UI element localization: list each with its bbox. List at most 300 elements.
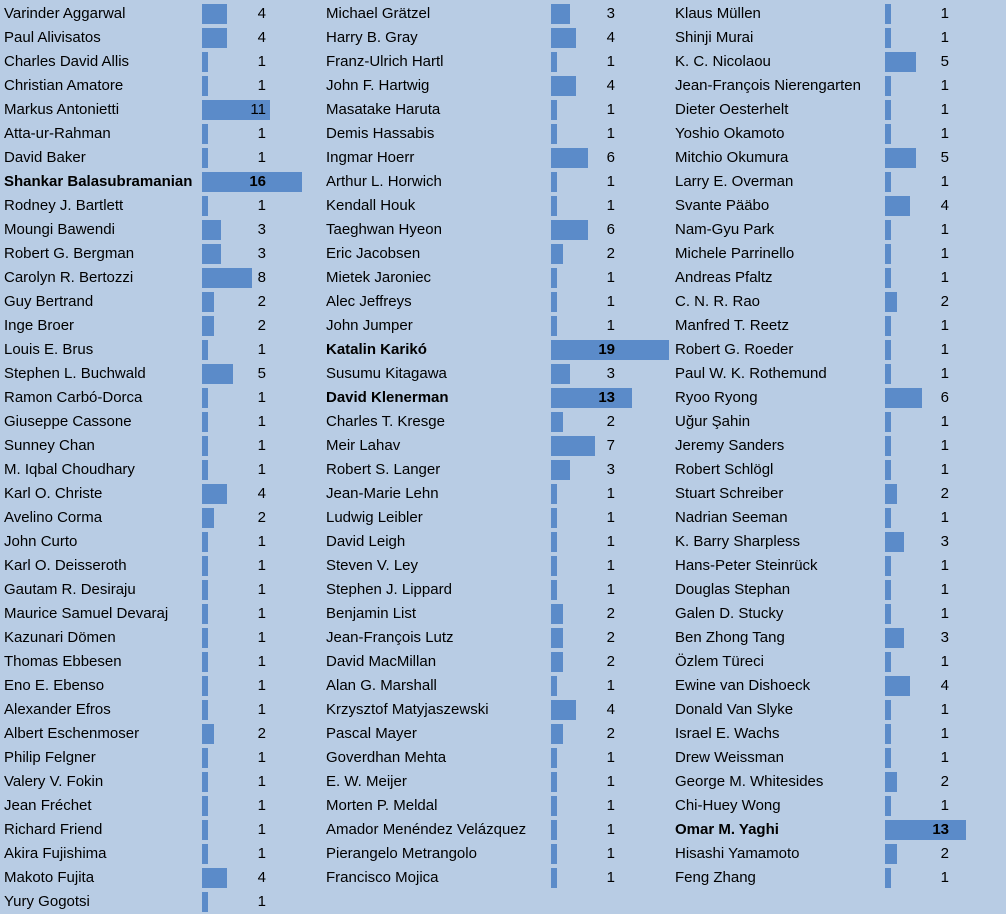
value-label: 1 xyxy=(606,773,615,790)
data-bar xyxy=(202,844,208,864)
value-label: 4 xyxy=(257,29,266,46)
row-label: Ben Zhong Tang xyxy=(675,629,785,646)
row-label: Guy Bertrand xyxy=(4,293,94,310)
data-bar xyxy=(202,4,227,24)
value-label: 2 xyxy=(940,293,949,310)
row-label: Omar M. Yaghi xyxy=(675,821,779,838)
data-bar xyxy=(551,508,557,528)
data-bar xyxy=(202,748,208,768)
value-label: 1 xyxy=(606,845,615,862)
value-label: 4 xyxy=(606,77,615,94)
value-label: 3 xyxy=(257,221,266,238)
data-bar xyxy=(202,628,208,648)
row-label: Hans-Peter Steinrück xyxy=(675,557,818,574)
value-label: 1 xyxy=(940,173,949,190)
value-label: 1 xyxy=(257,749,266,766)
value-label: 4 xyxy=(606,701,615,718)
row-label: Hisashi Yamamoto xyxy=(675,845,800,862)
value-label: 1 xyxy=(257,677,266,694)
row-label: Dieter Oesterhelt xyxy=(675,101,789,118)
value-label: 1 xyxy=(257,413,266,430)
row-label: Katalin Karikó xyxy=(326,341,427,358)
data-bar xyxy=(202,52,208,72)
row-label: Nam-Gyu Park xyxy=(675,221,775,238)
data-bar xyxy=(202,412,208,432)
row-label: Kazunari Dömen xyxy=(4,629,116,646)
value-label: 1 xyxy=(940,797,949,814)
row-label: Arthur L. Horwich xyxy=(326,173,442,190)
data-bar xyxy=(551,292,557,312)
row-label: Carolyn R. Bertozzi xyxy=(4,269,134,286)
value-label: 2 xyxy=(606,653,615,670)
row-label: Meir Lahav xyxy=(326,437,401,454)
value-label: 6 xyxy=(606,149,615,166)
row-label: Ludwig Leibler xyxy=(326,509,423,526)
data-bar xyxy=(885,412,891,432)
value-label: 1 xyxy=(257,581,266,598)
value-label: 1 xyxy=(940,221,949,238)
data-bar xyxy=(551,652,563,672)
data-bar xyxy=(885,100,891,120)
value-label: 1 xyxy=(257,605,266,622)
row-label: Chi-Huey Wong xyxy=(675,797,781,814)
value-label: 2 xyxy=(257,509,266,526)
row-label: Robert G. Roeder xyxy=(675,341,794,358)
data-bar xyxy=(885,580,891,600)
row-label: Alexander Efros xyxy=(4,701,111,718)
value-label: 1 xyxy=(606,557,615,574)
row-label: David MacMillan xyxy=(326,653,437,670)
row-label: Paul W. K. Rothemund xyxy=(675,365,827,382)
row-label: Pascal Mayer xyxy=(326,725,417,742)
value-label: 1 xyxy=(257,557,266,574)
value-label: 1 xyxy=(606,101,615,118)
data-bar xyxy=(551,556,557,576)
value-label: 1 xyxy=(940,5,949,22)
value-label: 4 xyxy=(257,485,266,502)
value-label: 2 xyxy=(606,245,615,262)
row-label: Mitchio Okumura xyxy=(675,149,789,166)
value-label: 1 xyxy=(257,797,266,814)
row-label: Larry E. Overman xyxy=(675,173,794,190)
row-label: Stephen L. Buchwald xyxy=(4,365,146,382)
data-bar xyxy=(551,772,557,792)
data-bar xyxy=(202,556,208,576)
row-label: Avelino Corma xyxy=(4,509,103,526)
data-bar xyxy=(551,460,570,480)
row-label: Goverdhan Mehta xyxy=(326,749,447,766)
row-label: Eno E. Ebenso xyxy=(4,677,105,694)
value-label: 5 xyxy=(940,53,949,70)
row-label: Robert G. Bergman xyxy=(4,245,135,262)
data-bar xyxy=(202,892,208,912)
value-label: 1 xyxy=(940,317,949,334)
value-label: 1 xyxy=(606,677,615,694)
row-label: Valery V. Fokin xyxy=(4,773,104,790)
value-label: 1 xyxy=(940,749,949,766)
row-label: Richard Friend xyxy=(4,821,103,838)
row-label: Yoshio Okamoto xyxy=(675,125,785,142)
row-label: Susumu Kitagawa xyxy=(326,365,447,382)
data-bar xyxy=(551,844,557,864)
data-bar xyxy=(885,868,891,888)
data-bar xyxy=(202,580,208,600)
row-label: Douglas Stephan xyxy=(675,581,791,598)
data-bar xyxy=(885,4,891,24)
value-label: 1 xyxy=(940,341,949,358)
value-label: 2 xyxy=(606,725,615,742)
value-label: 3 xyxy=(940,629,949,646)
value-label: 1 xyxy=(606,821,615,838)
row-label: Klaus Müllen xyxy=(675,5,761,22)
data-bar xyxy=(551,700,576,720)
data-bar xyxy=(202,700,208,720)
value-label: 6 xyxy=(606,221,615,238)
data-bar xyxy=(885,244,891,264)
value-label: 1 xyxy=(940,125,949,142)
data-bar xyxy=(551,628,563,648)
data-bar xyxy=(885,748,891,768)
data-bar xyxy=(885,316,891,336)
row-label: Albert Eschenmoser xyxy=(4,725,140,742)
value-label: 1 xyxy=(606,269,615,286)
value-label: 1 xyxy=(940,77,949,94)
value-label: 1 xyxy=(257,629,266,646)
row-label: Drew Weissman xyxy=(675,749,784,766)
row-label: Masatake Haruta xyxy=(326,101,441,118)
row-label: Rodney J. Bartlett xyxy=(4,197,124,214)
value-label: 1 xyxy=(606,197,615,214)
data-bar xyxy=(551,796,557,816)
row-label: Özlem Türeci xyxy=(675,653,764,670)
data-bar xyxy=(885,364,891,384)
data-bar xyxy=(885,604,891,624)
value-label: 1 xyxy=(940,365,949,382)
row-label: Charles T. Kresge xyxy=(326,413,445,430)
value-label: 1 xyxy=(606,173,615,190)
value-label: 1 xyxy=(940,101,949,118)
row-label: John Curto xyxy=(4,533,78,550)
data-bar xyxy=(885,628,904,648)
data-bar xyxy=(202,796,208,816)
data-bar xyxy=(202,532,208,552)
value-label: 2 xyxy=(257,725,266,742)
data-bar xyxy=(885,172,891,192)
value-label: 2 xyxy=(257,293,266,310)
row-label: Demis Hassabis xyxy=(326,125,435,142)
data-bar xyxy=(202,508,214,528)
data-bar xyxy=(885,700,891,720)
value-label: 19 xyxy=(598,341,615,358)
row-label: K. Barry Sharpless xyxy=(675,533,801,550)
row-label: Moungi Bawendi xyxy=(4,221,115,238)
value-label: 4 xyxy=(257,5,266,22)
value-label: 2 xyxy=(257,317,266,334)
value-label: 1 xyxy=(940,437,949,454)
row-label: Robert Schlögl xyxy=(675,461,774,478)
data-bar xyxy=(551,4,570,24)
data-bar xyxy=(885,556,891,576)
row-label: Michele Parrinello xyxy=(675,245,795,262)
value-label: 1 xyxy=(940,461,949,478)
data-bar xyxy=(202,220,221,240)
value-label: 1 xyxy=(606,533,615,550)
data-bar xyxy=(885,220,891,240)
value-label: 13 xyxy=(598,389,615,406)
data-bar xyxy=(202,604,208,624)
data-bar xyxy=(551,316,557,336)
value-label: 3 xyxy=(606,365,615,382)
row-label: Mietek Jaroniec xyxy=(326,269,432,286)
value-label: 1 xyxy=(257,461,266,478)
value-label: 1 xyxy=(606,485,615,502)
row-label: Eric Jacobsen xyxy=(326,245,421,262)
row-label: Amador Menéndez Velázquez xyxy=(326,821,527,838)
data-bar xyxy=(885,532,904,552)
value-label: 1 xyxy=(940,605,949,622)
row-label: Markus Antonietti xyxy=(4,101,120,118)
data-bar xyxy=(885,292,897,312)
data-bar xyxy=(551,724,563,744)
row-label: Louis E. Brus xyxy=(4,341,94,358)
value-label: 1 xyxy=(606,581,615,598)
row-label: David Baker xyxy=(4,149,86,166)
row-label: Taeghwan Hyeon xyxy=(326,221,442,238)
row-label: Israel E. Wachs xyxy=(675,725,780,742)
data-bar xyxy=(202,124,208,144)
row-label: C. N. R. Rao xyxy=(675,293,761,310)
value-label: 2 xyxy=(940,773,949,790)
value-label: 1 xyxy=(606,797,615,814)
row-label: Yury Gogotsi xyxy=(4,893,90,910)
row-label: Svante Pääbo xyxy=(675,197,770,214)
data-bar xyxy=(202,724,214,744)
value-label: 1 xyxy=(606,317,615,334)
data-bar xyxy=(202,772,208,792)
row-label: Stuart Schreiber xyxy=(675,485,784,502)
value-label: 5 xyxy=(940,149,949,166)
value-label: 1 xyxy=(940,653,949,670)
value-label: 1 xyxy=(257,533,266,550)
value-label: 1 xyxy=(940,269,949,286)
row-label: David Klenerman xyxy=(326,389,449,406)
value-label: 1 xyxy=(257,821,266,838)
row-label: Shinji Murai xyxy=(675,29,754,46)
value-label: 1 xyxy=(257,341,266,358)
data-bar xyxy=(202,292,214,312)
row-label: Alan G. Marshall xyxy=(326,677,437,694)
row-label: Stephen J. Lippard xyxy=(326,581,452,598)
data-bar xyxy=(551,76,576,96)
data-bar xyxy=(202,460,208,480)
data-bar xyxy=(202,316,214,336)
value-label: 6 xyxy=(940,389,949,406)
data-bar xyxy=(551,52,557,72)
data-bar xyxy=(551,28,576,48)
value-label: 8 xyxy=(257,269,266,286)
row-label: John Jumper xyxy=(326,317,413,334)
row-label: John F. Hartwig xyxy=(326,77,430,94)
data-bar xyxy=(551,580,557,600)
row-label: Galen D. Stucky xyxy=(675,605,784,622)
value-label: 1 xyxy=(940,557,949,574)
value-label: 4 xyxy=(940,677,949,694)
value-label: 1 xyxy=(940,245,949,262)
row-label: Atta-ur-Rahman xyxy=(4,125,111,142)
data-bar xyxy=(202,652,208,672)
value-label: 1 xyxy=(257,149,266,166)
value-label: 1 xyxy=(257,773,266,790)
value-label: 11 xyxy=(250,101,266,118)
data-bar xyxy=(551,868,557,888)
data-bar xyxy=(885,724,891,744)
data-bar xyxy=(885,76,891,96)
data-bar xyxy=(551,196,557,216)
row-label: Francisco Mojica xyxy=(326,869,439,886)
row-label: Uğur Şahin xyxy=(675,413,751,430)
data-bar xyxy=(202,820,208,840)
data-bar xyxy=(551,364,570,384)
value-label: 1 xyxy=(257,653,266,670)
row-label: Ramon Carbó-Dorca xyxy=(4,389,143,406)
value-label: 7 xyxy=(606,437,615,454)
data-bar xyxy=(202,340,208,360)
row-label: Karl O. Christe xyxy=(4,485,103,502)
row-label: Harry B. Gray xyxy=(326,29,418,46)
value-label: 4 xyxy=(940,197,949,214)
data-bar xyxy=(202,28,227,48)
row-label: Benjamin List xyxy=(326,605,417,622)
value-label: 2 xyxy=(606,629,615,646)
data-bar xyxy=(885,436,891,456)
value-label: 1 xyxy=(257,389,266,406)
data-bar xyxy=(885,484,897,504)
row-label: Pierangelo Metrangolo xyxy=(326,845,477,862)
row-label: Nadrian Seeman xyxy=(675,509,788,526)
data-bar xyxy=(551,172,557,192)
row-label: Jean-Marie Lehn xyxy=(326,485,439,502)
data-bar xyxy=(885,796,891,816)
data-bar xyxy=(885,508,891,528)
value-label: 1 xyxy=(257,845,266,862)
value-label: 3 xyxy=(606,461,615,478)
value-label: 1 xyxy=(257,125,266,142)
data-bar xyxy=(551,820,557,840)
data-bar xyxy=(551,604,563,624)
data-bar xyxy=(551,268,557,288)
value-label: 1 xyxy=(940,869,949,886)
data-bar xyxy=(885,676,910,696)
data-bar xyxy=(202,148,208,168)
value-label: 1 xyxy=(606,749,615,766)
row-label: Charles David Allis xyxy=(4,53,130,70)
value-label: 2 xyxy=(940,485,949,502)
data-bar xyxy=(885,460,891,480)
value-label: 3 xyxy=(257,245,266,262)
row-label: Makoto Fujita xyxy=(4,869,95,886)
row-label: Thomas Ebbesen xyxy=(4,653,122,670)
data-bar xyxy=(551,532,557,552)
value-label: 4 xyxy=(606,29,615,46)
row-label: Gautam R. Desiraju xyxy=(4,581,136,598)
data-bar xyxy=(202,196,208,216)
value-label: 1 xyxy=(940,581,949,598)
value-label: 1 xyxy=(606,53,615,70)
data-bar xyxy=(885,124,891,144)
row-label: Ewine van Dishoeck xyxy=(675,677,811,694)
row-label: Kendall Houk xyxy=(326,197,416,214)
row-label: Inge Broer xyxy=(4,317,75,334)
data-bar xyxy=(202,244,221,264)
row-label: Manfred T. Reetz xyxy=(675,317,789,334)
value-label: 13 xyxy=(932,821,949,838)
row-label: Karl O. Deisseroth xyxy=(4,557,127,574)
row-label: Jean Fréchet xyxy=(4,797,92,814)
value-label: 1 xyxy=(940,29,949,46)
data-bar xyxy=(202,868,227,888)
row-label: E. W. Meijer xyxy=(326,773,407,790)
row-label: K. C. Nicolaou xyxy=(675,53,771,70)
value-label: 1 xyxy=(606,125,615,142)
row-label: George M. Whitesides xyxy=(675,773,824,790)
data-bar xyxy=(885,340,891,360)
data-bar xyxy=(202,388,208,408)
row-label: Steven V. Ley xyxy=(326,557,419,574)
data-bar xyxy=(885,844,897,864)
value-label: 1 xyxy=(940,701,949,718)
value-label: 1 xyxy=(606,293,615,310)
data-bar xyxy=(551,676,557,696)
row-label: Philip Felgner xyxy=(4,749,96,766)
data-bar xyxy=(885,28,891,48)
row-label: Paul Alivisatos xyxy=(4,29,101,46)
row-label: Christian Amatore xyxy=(4,77,124,94)
data-bar xyxy=(885,772,897,792)
value-label: 3 xyxy=(606,5,615,22)
value-label: 1 xyxy=(257,197,266,214)
value-label: 3 xyxy=(940,533,949,550)
row-label: Franz-Ulrich Hartl xyxy=(326,53,444,70)
value-label: 1 xyxy=(257,77,266,94)
data-bar xyxy=(551,484,557,504)
row-label: Varinder Aggarwal xyxy=(4,5,126,22)
value-label: 1 xyxy=(257,437,266,454)
value-label: 1 xyxy=(940,725,949,742)
value-label: 1 xyxy=(606,869,615,886)
data-bar xyxy=(551,100,557,120)
value-label: 1 xyxy=(257,701,266,718)
data-bar xyxy=(885,652,891,672)
value-label: 2 xyxy=(606,605,615,622)
data-bar xyxy=(885,196,910,216)
row-label: Feng Zhang xyxy=(675,869,756,886)
row-label: David Leigh xyxy=(326,533,406,550)
row-label: Ryoo Ryong xyxy=(675,389,758,406)
row-label: Andreas Pfaltz xyxy=(675,269,773,286)
data-bar xyxy=(885,268,891,288)
row-label: M. Iqbal Choudhary xyxy=(4,461,135,478)
data-bar xyxy=(202,436,208,456)
data-bar xyxy=(551,124,557,144)
value-label: 2 xyxy=(940,845,949,862)
row-label: Akira Fujishima xyxy=(4,845,107,862)
value-label: 1 xyxy=(940,413,949,430)
value-label: 1 xyxy=(257,893,266,910)
value-label: 2 xyxy=(606,413,615,430)
row-label: Jean-François Nierengarten xyxy=(675,77,861,94)
row-label: Ingmar Hoerr xyxy=(326,149,415,166)
row-label: Morten P. Meldal xyxy=(326,797,438,814)
